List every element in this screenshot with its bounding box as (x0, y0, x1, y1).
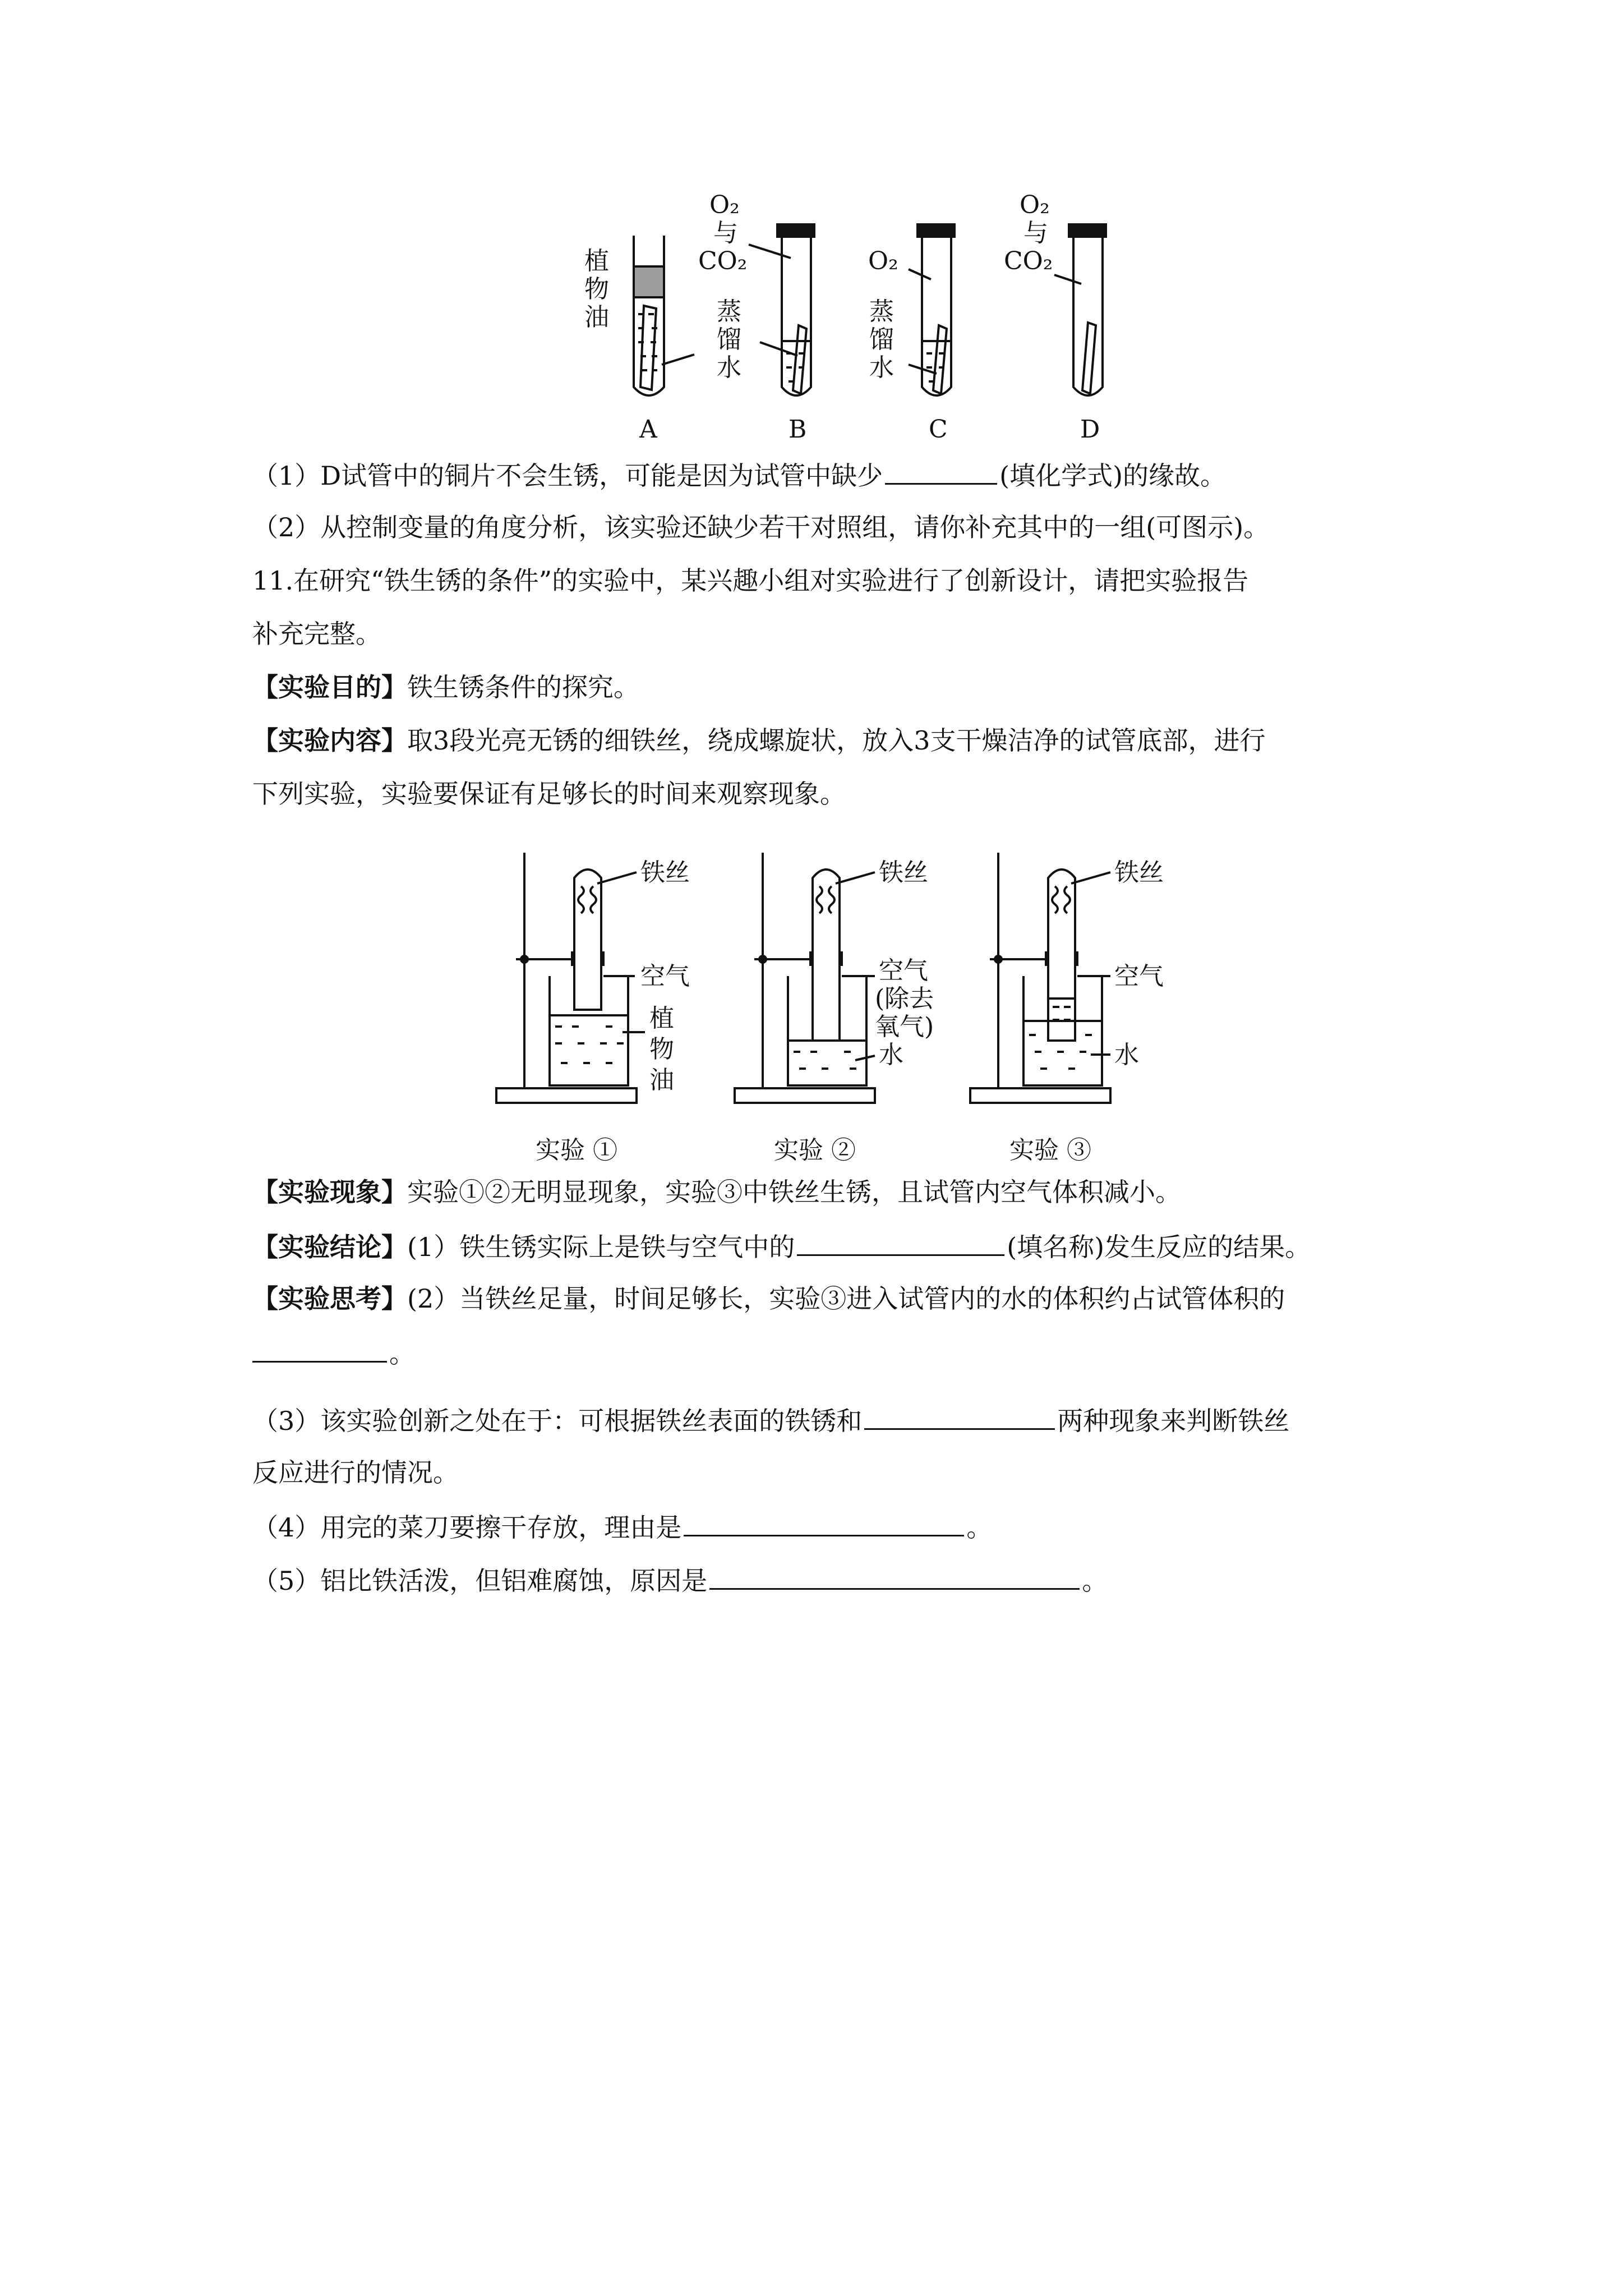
tube-letter-c: C (929, 415, 948, 444)
experiment-phenomenon: 【实验现象】实验①②无明显现象，实验③中铁丝生锈，且试管内空气体积减小。 (252, 1177, 1181, 1207)
setup2-air-label-2: (除去 (875, 984, 934, 1013)
question-5: （5）铝比铁活泼，但铝难腐蚀，原因是 。 (252, 1562, 1108, 1598)
tube-a-oil-label-3: 油 (584, 303, 609, 332)
answer-blank-phenomenon[interactable] (864, 1402, 1055, 1430)
setup3-caption: 实验 ③ (1009, 1136, 1091, 1165)
question-3-line2: 反应进行的情况。 (252, 1457, 459, 1488)
setup1-oil-label-1: 植 (649, 1004, 674, 1033)
tube-b-gas-label-3: CO₂ (698, 247, 748, 275)
setup2-water-label: 水 (879, 1041, 903, 1069)
tube-b-liquid-label-3: 水 (717, 353, 741, 382)
answer-blank-reason-knife[interactable] (684, 1509, 964, 1536)
answer-blank-formula[interactable] (885, 457, 997, 485)
setup2-wire-label: 铁丝 (879, 858, 928, 887)
experiment-thinking: 【实验思考】(2）当铁丝足量，时间足够长，实验③进入试管内的水的体积约占试管体积的 (252, 1283, 1285, 1314)
experiment-purpose: 【实验目的】铁生锈条件的探究。 (252, 672, 639, 702)
tube-b-liquid-label-2: 馏 (717, 325, 741, 354)
tube-letter-d: D (1080, 415, 1100, 444)
setup2-air-label-3: 氧气) (875, 1013, 934, 1041)
experiment-content-line1: 【实验内容】取3段光亮无锈的细铁丝，绕成螺旋状，放入3支干燥洁净的试管底部，进行 (252, 725, 1266, 756)
experiment-thinking-blank-line: 。 (252, 1335, 415, 1370)
setup1-oil-label-2: 物 (649, 1035, 674, 1064)
setup2-caption: 实验 ② (774, 1136, 856, 1165)
setup1-air-label: 空气 (640, 962, 690, 991)
tube-b-gas-label-1: O₂ (709, 191, 740, 219)
setup2-air-label-1: 空气 (879, 956, 928, 985)
tube-b-gas-label-2: 与 (713, 219, 738, 247)
tube-letter-b: B (789, 415, 807, 444)
setup3-water-label: 水 (1114, 1041, 1139, 1069)
q10-part1: （1）D试管中的铜片不会生锈，可能是因为试管中缺少 (填化学式)的缘故。 (252, 457, 1226, 493)
tube-d-gas-label-1: O₂ (1020, 191, 1050, 219)
tube-a-oil-label-1: 植 (584, 247, 609, 275)
tube-d-gas-label-2: 与 (1023, 219, 1048, 247)
answer-blank-volume[interactable] (252, 1335, 387, 1363)
q11-stem-line2: 补充完整。 (252, 619, 381, 649)
experiment-conclusion: 【实验结论】(1）铁生锈实际上是铁与空气中的 (填名称)发生反应的结果。 (252, 1228, 1311, 1264)
setup1-oil-label-3: 油 (649, 1066, 674, 1094)
tube-b-liquid-label-1: 蒸 (717, 297, 741, 326)
setup1-wire-label: 铁丝 (640, 858, 690, 887)
experiment-content-line2: 下列实验，实验要保证有足够长的时间来观察现象。 (252, 779, 846, 809)
q11-stem-line1: 11.在研究“铁生锈的条件”的实验中，某兴趣小组对实验进行了创新设计，请把实验报告 (252, 565, 1249, 596)
tube-c-liquid-label-1: 蒸 (869, 297, 894, 326)
tube-d-gas-label-3: CO₂ (1004, 247, 1053, 275)
tube-c-liquid-label-2: 馏 (869, 325, 894, 354)
question-4: （4）用完的菜刀要擦干存放，理由是 。 (252, 1509, 992, 1544)
iron-rust-setups-figure (494, 841, 1245, 1178)
setup3-wire-label: 铁丝 (1114, 858, 1164, 887)
tube-letter-a: A (639, 415, 657, 444)
answer-blank-substance[interactable] (797, 1228, 1004, 1256)
test-tubes-figure (566, 191, 1155, 449)
tube-a-oil-label-2: 物 (584, 275, 609, 303)
tube-c-gas-label: O₂ (868, 247, 898, 275)
setup3-air-label: 空气 (1114, 962, 1164, 991)
question-3-line1: （3）该实验创新之处在于：可根据铁丝表面的铁锈和 两种现象来判断铁丝 (252, 1402, 1289, 1438)
setup1-caption: 实验 ① (536, 1136, 617, 1165)
answer-blank-reason-aluminum[interactable] (709, 1562, 1080, 1590)
q10-part2: （2）从控制变量的角度分析，该实验还缺少若干对照组，请你补充其中的一组(可图示)。 (252, 512, 1270, 542)
tube-c-liquid-label-3: 水 (869, 353, 894, 382)
